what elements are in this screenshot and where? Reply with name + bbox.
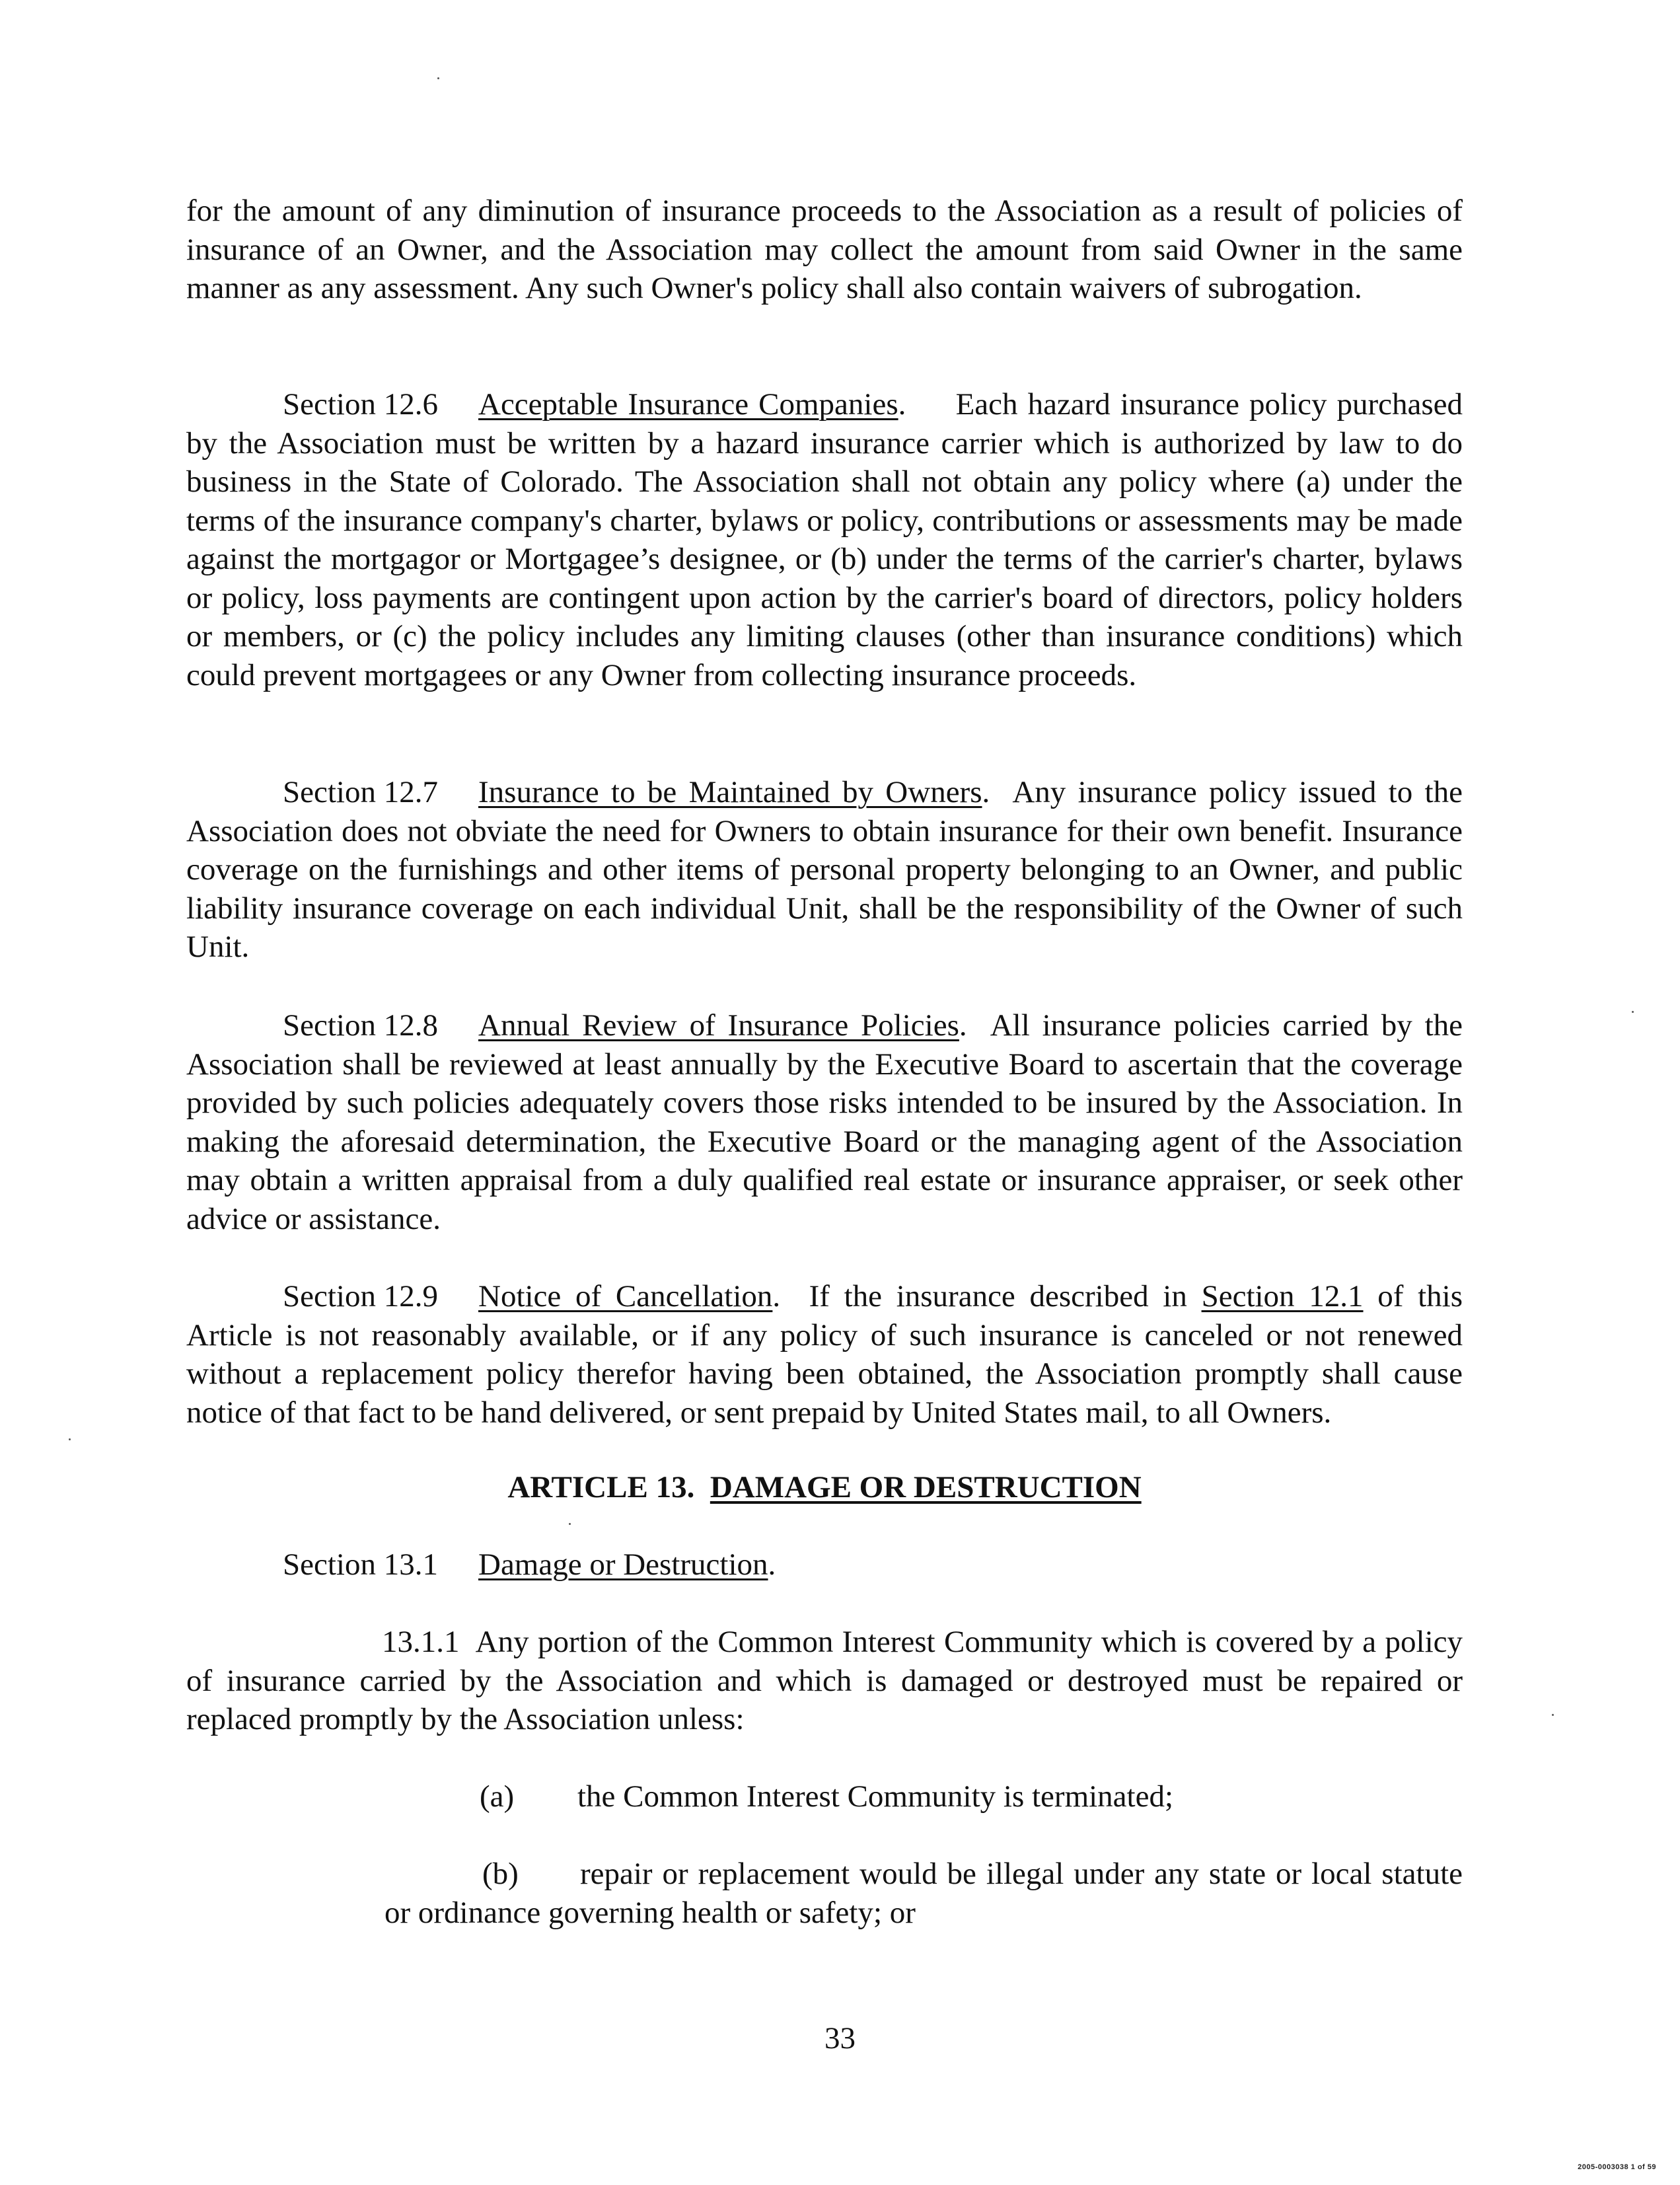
- scan-speck: [1552, 1714, 1554, 1716]
- section-title: Annual Review of Insurance Policies: [478, 1008, 959, 1043]
- article-heading: [186, 1468, 1463, 1507]
- section-number: Section 12.9: [283, 1279, 438, 1314]
- section-body: Each hazard insurance policy purchased by the Association must be written by a hazard insurance carrier which is authorized by law to do business in the State of Colorado. The Association shall not obtain any policy where (a) under the terms of the insurance company's charter, bylaws or policy, contributions or assessments may be made against the mortgagor or Mortgagee’s designee, or (b) under the terms of the carrier's charter, bylaws or policy, loss payments are contingent upon action by the carrier's board of directors, policy holders or members, or (c) the policy includes any limiting clauses (other than insurance conditions) which could prevent mortgagees or any Owner from collecting insurance proceeds.: [186, 387, 1463, 692]
- list-text: the Common Interest Community is terminated;: [577, 1779, 1174, 1814]
- section-number: Section 12.6: [283, 387, 438, 422]
- section-title: Notice of Cancellation: [478, 1279, 773, 1314]
- list-item: [384, 1855, 1463, 1932]
- scan-speck: [1632, 1011, 1634, 1013]
- section-number: Section 13.1: [283, 1547, 438, 1582]
- section-title: Insurance to be Maintained by Owners: [478, 775, 982, 809]
- section-12-9-paragraph: Section 12.9 Notice of Cancellation. If the insurance described in Section 12.1 of this Article is not reasonably available, or if any policy of such insurance is canceled or not renewed without a replacement policy therefor having been obtained, the Association promptly shall cause notice of that fact to be hand delivered, or sent prepaid by United States mail, to all Owners.: [186, 1277, 1463, 1432]
- section-reference-link: Section 12.1: [1201, 1279, 1364, 1314]
- section-title: Damage or Destruction: [478, 1547, 768, 1582]
- section-13-1-heading: Section 13.1 Damage or Destruction.: [186, 1545, 1463, 1584]
- list-marker: (b): [482, 1857, 519, 1891]
- scan-speck: [69, 1438, 71, 1440]
- subsection-body: Any portion of the Common Interest Community which is covered by a policy of insurance carried by the Association and which is damaged or destroyed must be repaired or replaced promptly by the Association unless:: [186, 1625, 1463, 1736]
- article-label: ARTICLE 13.: [507, 1470, 695, 1504]
- article-title: DAMAGE OR DESTRUCTION: [710, 1470, 1142, 1504]
- list-marker: (a): [480, 1779, 515, 1814]
- section-body: If the insurance described in: [809, 1279, 1187, 1314]
- section-12-7-paragraph: Section 12.7 Insurance to be Maintained by Owners. Any insurance policy issued to the Association does not obviate the need for Owners to obtain insurance for their own benefit. Insurance coverage on the furnishings and other items of personal property belonging to an Owner, and public liability insurance coverage on each individual Unit, shall be the responsibility of the Owner of such Unit.: [186, 773, 1463, 967]
- scan-speck: [437, 77, 439, 79]
- recording-stamp: 2005-0003038 1 of 59: [1578, 2163, 1656, 2171]
- continuation-paragraph: for the amount of any diminution of insurance proceeds to the Association as a result of policies of insurance of an Owner, and the Association may collect the amount from said Owner in the same manner as any assessment. Any such Owner's policy shall also contain waivers of subrogation.: [186, 194, 1463, 305]
- section-12-6-paragraph: Section 12.6 Acceptable Insurance Companies. Each hazard insurance policy purchased by the Association must be written by a hazard insurance carrier which is authorized by law to do business in the State of Colorado. The Association shall not obtain any policy where (a) under the terms of the insurance company's charter, bylaws or policy, contributions or assessments may be made against the mortgagor or Mortgagee’s designee, or (b) under the terms of the carrier's charter, bylaws or policy, loss payments are contingent upon action by the carrier's board of directors, policy holders or members, or (c) the policy includes any limiting clauses (other than insurance conditions) which could prevent mortgagees or any Owner from collecting insurance proceeds.: [186, 385, 1463, 694]
- subsection-13-1-1-paragraph: [186, 1623, 1463, 1739]
- list-text: repair or replacement would be illegal under any state or local statute or ordinance governing health or safety; or: [384, 1857, 1463, 1930]
- section-number: Section 12.8: [283, 1008, 438, 1043]
- list-item: [480, 1777, 1463, 1816]
- section-body: Any insurance policy issued to the Association does not obviate the need for Owners to obtain insurance for their own benefit. Insurance coverage on the furnishings and other items of personal property belonging to an Owner, and public liability insurance coverage on each individual Unit, shall be the responsibility of the Owner of such Unit.: [186, 775, 1463, 964]
- scan-speck: [569, 1523, 571, 1525]
- section-body: All insurance policies carried by the Association shall be reviewed at least annually by the Executive Board to ascertain that the coverage provided by such policies adequately covers those risks intended to be insured by the Association. In making the aforesaid determination, the Executive Board or the managing agent of the Association may obtain a written appraisal from a duly qualified real estate or insurance appraiser, or seek other advice or assistance.: [186, 1008, 1463, 1236]
- section-body: of this Article is not reasonably available, or if any policy of such insurance is canceled or not renewed without a replacement policy therefor having been obtained, the Association promptly shall cause notice of that fact to be hand delivered, or sent prepaid by United States mail, to all Owners.: [186, 1279, 1463, 1430]
- section-title: Acceptable Insurance Companies: [478, 387, 898, 422]
- subsection-number: 13.1.1: [382, 1625, 460, 1659]
- section-number: Section 12.7: [283, 775, 438, 809]
- page-number: 33: [824, 2021, 856, 2055]
- section-12-8-paragraph: Section 12.8 Annual Review of Insurance Policies. All insurance policies carried by the Association shall be reviewed at least annually by the Executive Board to ascertain that the coverage provided by such policies adequately covers those risks intended to be insured by the Association. In making the aforesaid determination, the Executive Board or the managing agent of the Association may obtain a written appraisal from a duly qualified real estate or insurance appraiser, or seek other advice or assistance.: [186, 1006, 1463, 1238]
